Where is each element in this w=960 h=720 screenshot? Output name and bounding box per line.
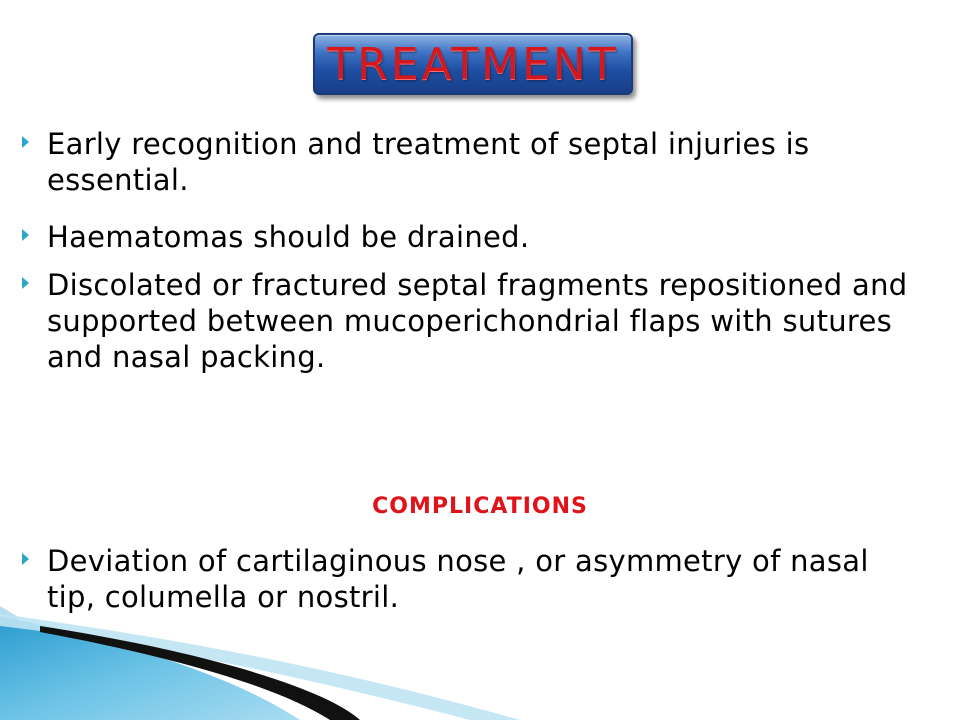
complications-heading: COMPLICATIONS [372, 494, 588, 519]
title-banner [313, 33, 633, 95]
bullet-arrow-icon [22, 229, 29, 241]
slide-title: TREATMENT [327, 38, 619, 90]
bullet-text: Early recognition and treatment of septal injuries is essential. [47, 127, 810, 197]
bullet-text: Haematomas should be drained. [47, 220, 530, 254]
bullet-text: Deviation of cartilaginous nose , or asymmetry of nasal tip, columella or nostril. [47, 544, 869, 614]
bullet-arrow-icon [22, 553, 29, 565]
bullet-text: Discolated or fractured septal fragments repositioned and supported between mucoperichondrial flaps with sutures and nasal packing. [47, 268, 908, 374]
bullet-arrow-icon [22, 136, 29, 148]
decorative-wave-graphic [0, 596, 960, 720]
bullet-arrow-icon [22, 277, 29, 289]
